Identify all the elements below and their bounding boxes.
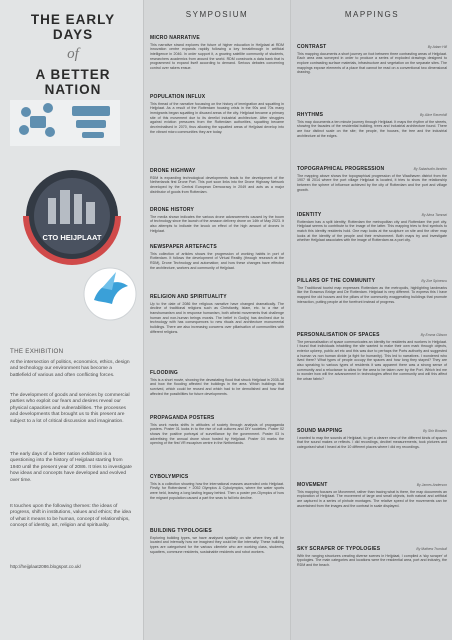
- mapping-section: [297, 112, 447, 138]
- section-title: CONTRAST: [297, 44, 327, 50]
- title-line-2: of: [67, 46, 79, 62]
- drone-sticker: [10, 100, 120, 146]
- exhibition-paragraph: It touches upon the following themes: the ideas of progress, shift in institutions, values and ethics; the idea of what it means to be human, concept of relationships, concept of identity, art, religion and spirituality.: [10, 504, 131, 529]
- title-line-1: THE EARLY DAYS: [30, 12, 116, 42]
- mapping-section: [297, 332, 447, 382]
- section-title: CYBOLYMPICS: [150, 474, 189, 480]
- section-title: RELIGION AND SPIRITUALITY: [150, 294, 227, 300]
- mapping-section: [297, 482, 447, 508]
- title-line-3: A BETTER NATION: [35, 67, 111, 97]
- exhibition-paragraph: At the intersection of politics, economics, ethics, design and technology our environment has become a battlefield of various and often conflicting forces.: [10, 360, 130, 378]
- section-title: DRONE HIGHWAY: [150, 168, 196, 174]
- section-body: Up to the date of 2086 the religious narrative have changed dramatically. The decline of traditional religions such as Christianity, Islam, etc. to a rise of transhumanism and in response humanism, both atheist movements that challenge human and non-human beings morals. The belief in God(s) has declined due to technology with has consequences to new rituals and architecture monumental buildings. There are also increasing concerns over pillarisation of communities with different religions.: [150, 301, 284, 334]
- cto-badge-sticker: [26, 170, 118, 262]
- blog-link[interactable]: http://heijplaat2086.blogspot.co.uk/: [10, 564, 81, 569]
- symposium-section: [150, 207, 284, 233]
- mapping-section: [297, 546, 447, 568]
- bird-sticker: [84, 268, 136, 320]
- section-author: By Shir Binstein: [423, 429, 447, 433]
- symposium-column: [143, 0, 290, 640]
- section-title: RHYTHMS: [297, 112, 324, 118]
- sticker-collage-art: [4, 98, 139, 328]
- exhibition-heading: THE EXHIBITION: [10, 348, 64, 355]
- mappings-heading: MAPPINGS: [344, 10, 400, 19]
- symposium-section: [150, 528, 284, 554]
- section-title: IDENTITY: [297, 212, 322, 218]
- section-body: The personalisation of space communicates an identity for residents and workers in Heijplaat. I found that individuals inhabiting the site wanted to make their own mark through objects, exterior upkeep, public art etc and this was due to perhaps the Ports authority and suggested a human vs non human divide (a fight for humanity). This led to narratives. I wondered who lived there? What types of people occupy the spaces and how long they stayed? They are also speaking to various types of residents it was apparent there was a strong sense of community and a reluctance to allow for the area to be taken over by the Port. Which led me to wonder how will the advancement in technologies affect the community and will this affect the urban fabric?: [297, 339, 447, 382]
- mappings-column: [290, 0, 452, 640]
- cto-badge-text: CTO HEIJPLAAT: [42, 233, 102, 242]
- section-title: TOPOGRAPHICAL PROGRESSION: [297, 166, 385, 172]
- section-body: The Traditional tourist map expresses Rotterdam as the metropolis, highlighting landmarks like the Erasmus Bridge and De Rotterdam. Heijplaat is very different. To express this I have mapped the old houses and the pillars of the community exaggerating buildings that promote interaction, putting people at the forefront instead of progress.: [297, 285, 447, 304]
- section-title: SOUND MAPPING: [297, 428, 343, 434]
- symposium-section: [150, 94, 284, 134]
- section-title: MOVEMENT: [297, 482, 328, 488]
- section-body: This mapping focuses on Movement, rather than tracing what is there, the map documents an exploration of Heijplaat. The movement of large and small objects, both natural and artificial are captured in a series of pinhole montages. The relative speed of the movements can be ascertained from the images and the contrast in scale displayed.: [297, 489, 447, 508]
- section-title: FLOODING: [150, 370, 178, 376]
- section-title: PILLARS OF THE COMMUNITY: [297, 278, 376, 284]
- section-body: This narrative strand explores the future of higher education in Heijplaat at RDM innovation centre expands rapidly following a key breakthrough in artificial intelligence in 2046. In order support it, a growing satellite community of students, researchers academics from around the world. RDM constructs a data bank that is programmed to expand itself according to demand. Serious debates concerning control over rakers ensue.: [150, 42, 284, 71]
- section-title: SKY SCRAPER OF TYPOLOGIES: [297, 546, 381, 552]
- section-author: By Adam Hill: [427, 45, 447, 49]
- section-author: By Emma Gibson: [420, 333, 447, 337]
- section-title: PERSONALISATION OF SPACES: [297, 332, 380, 338]
- symposium-section: [150, 168, 284, 194]
- section-body: This work marks shifts in attitudes of society through analysis of propaganda posters. Poster 01 looks in to the rise of cult cultures and DIY societies. Poster 02 shows the positive portrayal of surveillance by the government. Poster 03 is advertising the annual drone show hosted by Heijplaat. Poster 04 marks the opening of the first VR escapism centre in the Netherlands.: [150, 422, 284, 446]
- section-author: By Zoe Spinescu: [421, 279, 447, 283]
- mapping-section: [297, 212, 447, 243]
- mapping-section: [297, 44, 447, 75]
- section-title: PROPAGANDA POSTERS: [150, 415, 215, 421]
- symposium-section: [150, 370, 284, 396]
- symposium-section: [150, 474, 284, 500]
- section-author: By Sabahudin Ibrahim: [413, 167, 447, 171]
- section-body: This mapping documents a short journey on foot between three contrasting areas of Heijplaat. Each area was surveyed in order to produce a series of exploded drawings designed to explore contrasting surface materials, infrastructure and vegetation on the separate sites. The mappings expose elements of a place that cannot be read on a conventional two dimensional drawing.: [297, 51, 447, 75]
- exhibition-paragraph: The development of goods and services by commercial parties who exploit our fears and desires reveal our physical capacities and vulnerabilities. The processes and developments that brought us to this present are subject to a lot of critical discussion and imagination.: [10, 393, 130, 424]
- section-title: BUILDING TYPOLOGIES: [150, 528, 212, 534]
- exhibition-column: [0, 0, 143, 640]
- section-body: RDM is expanding technological developments leads to the development of the Netherlands first Drone Port. This port soon links into the Drone Highway Network developed by the Central European Democracy in 2049 and acts as a major distributor of goods from Rotterdam.: [150, 175, 284, 194]
- section-body: This is a short movie, showing the devastating flood that struck Heijplaat in 2035-36 and how the flooding affected the buildings in the area. Which buildings that survived, which could be reused and which had to be demolished and how that affected the possibilities for future developments.: [150, 377, 284, 396]
- section-body: The media shown indicates the various drone advancements caused by the boom of technology since the launch of the amazon delivery drone on 14th of May 2023. It also attempts to indicate the knock on effect of the high amount of drones in Heijplaat.: [150, 214, 284, 233]
- mapping-section: [297, 166, 447, 192]
- sticker-collage: [4, 98, 139, 328]
- section-body: I wanted to map the sounds at Heijplaat, to get a clearer view of the different kinds of spaces that the sound makes or reflects. I did recordings, decibel measurements, took pictures and categorised what I heard at the 10 different places where I did my recordings.: [297, 435, 447, 449]
- symposium-section: [150, 415, 284, 446]
- poster-title: [14, 12, 132, 97]
- section-title: POPULATION INFLUX: [150, 94, 206, 100]
- section-body: With the ranging structures creating diverse scenes in Heijplaat, I compiled a 'sky scraper' of typologies. The main categories and locations were the residential area, port and industry, the RDM and the beach.: [297, 553, 447, 567]
- section-author: By Alice Ravenhill: [419, 113, 447, 117]
- section-author: By James Anderson: [416, 483, 447, 487]
- section-author: By Alma Tamrazi: [421, 213, 447, 217]
- section-body: Rotterdam has a split identity; Rotterdam the metropolitan city and Rotterdam the port city. Heijplaat seems to contribute to the image of the latter. This mapping tries to find symbols to match this identity residents hold. One map looks at the sculpture on site and the other map looks at the identity of the people and their environment. Both maps try and investigate whether Heijplaat associates with the image of Rotterdam as a port city.: [297, 219, 447, 243]
- symposium-heading: SYMPOSIUM: [185, 10, 249, 19]
- mapping-section: [297, 428, 447, 450]
- section-author: By Mathew Trumbull: [416, 547, 447, 551]
- symposium-section: [150, 294, 284, 334]
- symposium-section: [150, 35, 284, 71]
- symposium-section: [150, 244, 284, 270]
- section-title: DRONE HISTORY: [150, 207, 194, 213]
- exhibition-paragraph: The early days of a better nation exhibition is a questioning into the history of Heijplaat starting from 1940 until the present year of 2086. It tries to investigate how ideas and concepts have developed and evolved over time.: [10, 452, 132, 483]
- section-body: This map documents a ten minute journey through Heijplaat. It maps the rhythm of the streets, showing the facades of the residential building, trees and industrial architecture found. There are four distinct scale on the site; the people, the houses, the tree and the industrial architecture at the edges.: [297, 119, 447, 138]
- section-title: MICRO NARRATIVE: [150, 35, 200, 41]
- section-body: Exploring building types, we have analysed spatially on site where they will be located and internally how we imagined they could be like internally. These building types are categorised for the various clientele who are working class, students, squatters, commune residents, sustainable residents and robot workers.: [150, 535, 284, 554]
- section-title: NEWSPAPER ARTEFACTS: [150, 244, 217, 250]
- section-body: This thread of the narrative focussing on the history of immigration and squatting in Heijplaat. As a result of the Rotterdam housing crisis in the 90s and 70s many immigrants began squatting in disused areas of the city. Heijplaat became a primary site of this movement due to its derelict industrial architecture. After struggles against eviction pressures from the Rotterdam authorities, squatting became decriminalised in 2070, thus allowing the squatted areas of Heijplaat develop into the vibrant micro communities they are today.: [150, 101, 284, 134]
- section-body: This collection of articles shows the progression of working habits in port of Rotterdam. It follows the development of Virtual Reality (through research at the RDM), Drone Technology and automation; and how these changes have effected the architecture, workers and community of Heijplaat.: [150, 251, 284, 270]
- mapping-section: [297, 278, 447, 304]
- section-body: The mapping above shows the topographical progression of the Waalhaven district from the 1907 till 2014 where the port village Heijplaat is located, it tries to show the relationship between the sphere of influence achieved by the city of Rotterdam and the port and village growth.: [297, 173, 447, 192]
- section-body: This is a collection showing how the international masses ascended onto Heijplaat. Firstly, for Rotterdams' + 2052 Olympics & Cybolympics, where the water sports were held, leaving a long lasting legacy behind. Then a poster pre-Olympics of how the migrant population caused a part the seas to fall into decline.: [150, 481, 284, 500]
